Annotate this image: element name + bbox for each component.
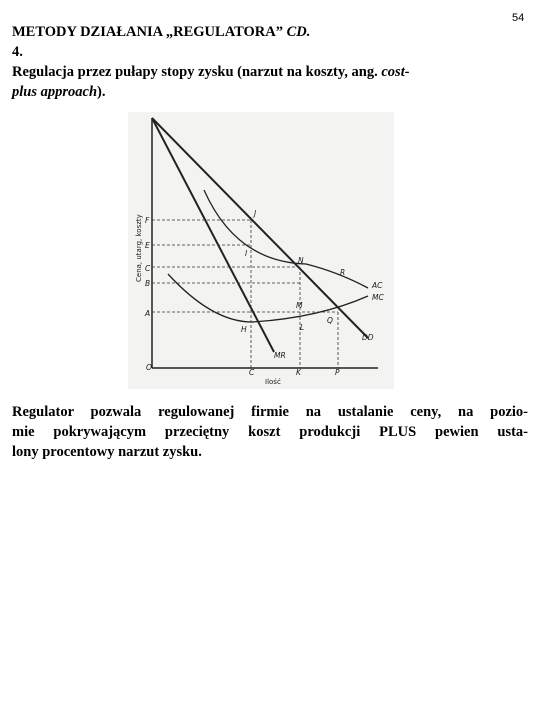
origin-label: O (146, 363, 152, 372)
body-line-3: lony procentowy narzut zysku. (12, 444, 202, 460)
y-tick-A: A (145, 309, 151, 318)
curve-label-DD: DD (362, 333, 374, 342)
point-R: R (340, 268, 346, 277)
page-number: 54 (512, 12, 525, 24)
body-line-2: mie pokrywającym przeciętny koszt produkcji PLUS pewien usta- (12, 424, 528, 440)
curve-label-AC: AC (372, 281, 383, 290)
regulation-diagram (128, 112, 394, 389)
marginal-revenue-curve (152, 118, 274, 352)
y-tick-C: C (145, 264, 151, 273)
body-paragraph (12, 402, 528, 462)
curve-label-MC: MC (372, 293, 384, 302)
heading-line-4: plus approach). (12, 84, 106, 100)
y-axis-label: Cena, utarg, koszty (135, 214, 143, 282)
point-Q: Q (327, 316, 333, 325)
x-axis-label: Ilość (265, 378, 281, 386)
point-M: M (296, 301, 303, 310)
curve-label-MR: MR (274, 351, 286, 360)
diagram-svg (128, 112, 394, 389)
slide-heading (12, 22, 517, 102)
point-I: I (245, 249, 248, 258)
demand-curve (152, 118, 368, 338)
y-tick-E: E (145, 241, 150, 250)
point-J: J (254, 209, 257, 218)
x-tick-P: P (335, 368, 340, 377)
heading-line-1: METODY DZIAŁANIA „REGULATORA” CD. (12, 24, 311, 40)
point-H: H (241, 325, 247, 334)
x-tick-K: K (296, 368, 301, 377)
point-L: L (300, 323, 305, 332)
body-line-1: Regulator pozwala regulowanej firmie na ustalanie ceny, na pozio- (12, 404, 528, 420)
y-tick-F: F (145, 216, 150, 225)
guide-lines (152, 220, 338, 368)
y-tick-B: B (145, 279, 151, 288)
point-N: N (298, 256, 304, 265)
x-tick-C: C (249, 368, 255, 377)
heading-line-3: Regulacja przez pułapy stopy zysku (narzut na koszty, ang. cost- (12, 64, 410, 80)
heading-line-2: 4. (12, 44, 23, 60)
